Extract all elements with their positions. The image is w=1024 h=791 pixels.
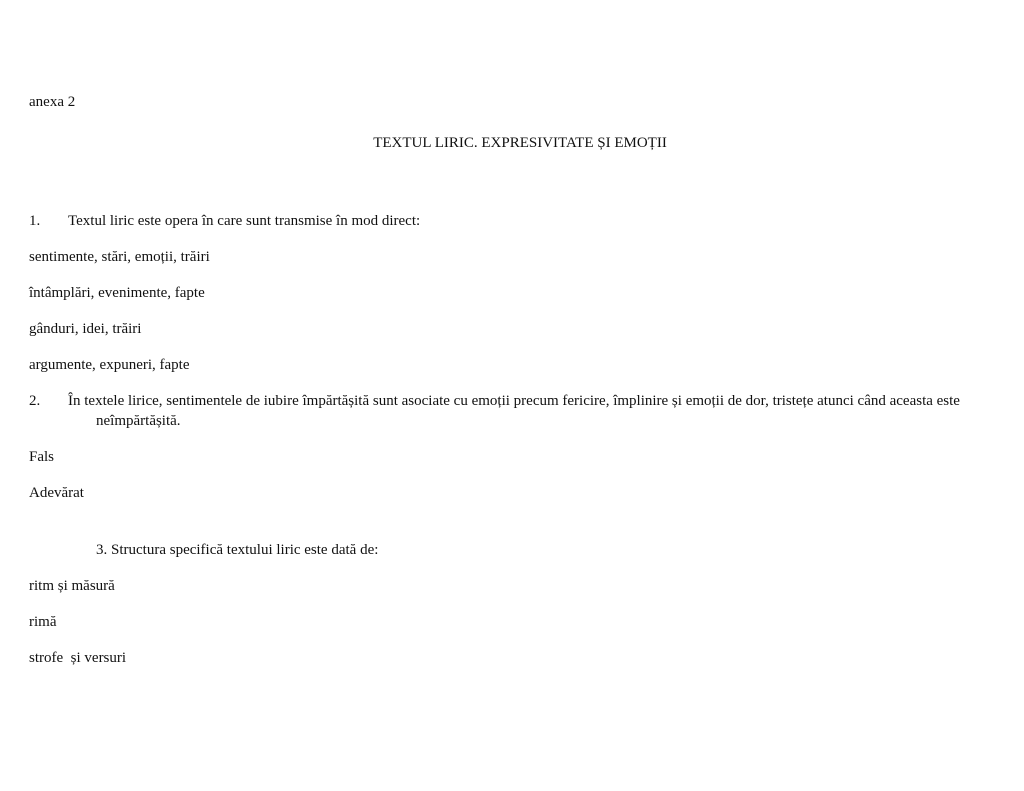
question-1-option-1[interactable]: sentimente, stări, emoții, trăiri <box>29 249 210 265</box>
question-2-text-line-1: În textele lirice, sentimentele de iubire împărtășită sunt asociate cu emoții precum fericire, împlinire și emoții de dor, tristețe atunci când aceasta este <box>68 393 960 409</box>
annex-label: anexa 2 <box>29 94 76 110</box>
question-2-option-2[interactable]: Adevărat <box>29 485 84 501</box>
question-1-option-4[interactable]: argumente, expuneri, fapte <box>29 357 190 373</box>
question-3-option-2[interactable]: rimă <box>29 614 57 630</box>
question-2-number: 2. <box>29 393 41 409</box>
question-2-option-1[interactable]: Fals <box>29 449 55 465</box>
question-3-option-1[interactable]: ritm și măsură <box>29 578 115 594</box>
question-3-option-3[interactable]: strofe și versuri <box>29 650 127 666</box>
question-3-text: 3. Structura specifică textului liric este dată de: <box>96 542 379 558</box>
question-2-text-line-2: neîmpărtășită. <box>96 413 181 429</box>
question-1-number: 1. <box>29 213 41 229</box>
question-1-option-2[interactable]: întâmplări, evenimente, fapte <box>29 285 205 301</box>
question-1-text: Textul liric este opera în care sunt transmise în mod direct: <box>68 213 421 229</box>
question-1-option-3[interactable]: gânduri, idei, trăiri <box>29 321 142 337</box>
document-title: TEXTUL LIRIC. EXPRESIVITATE ȘI EMOȚII <box>373 135 667 151</box>
